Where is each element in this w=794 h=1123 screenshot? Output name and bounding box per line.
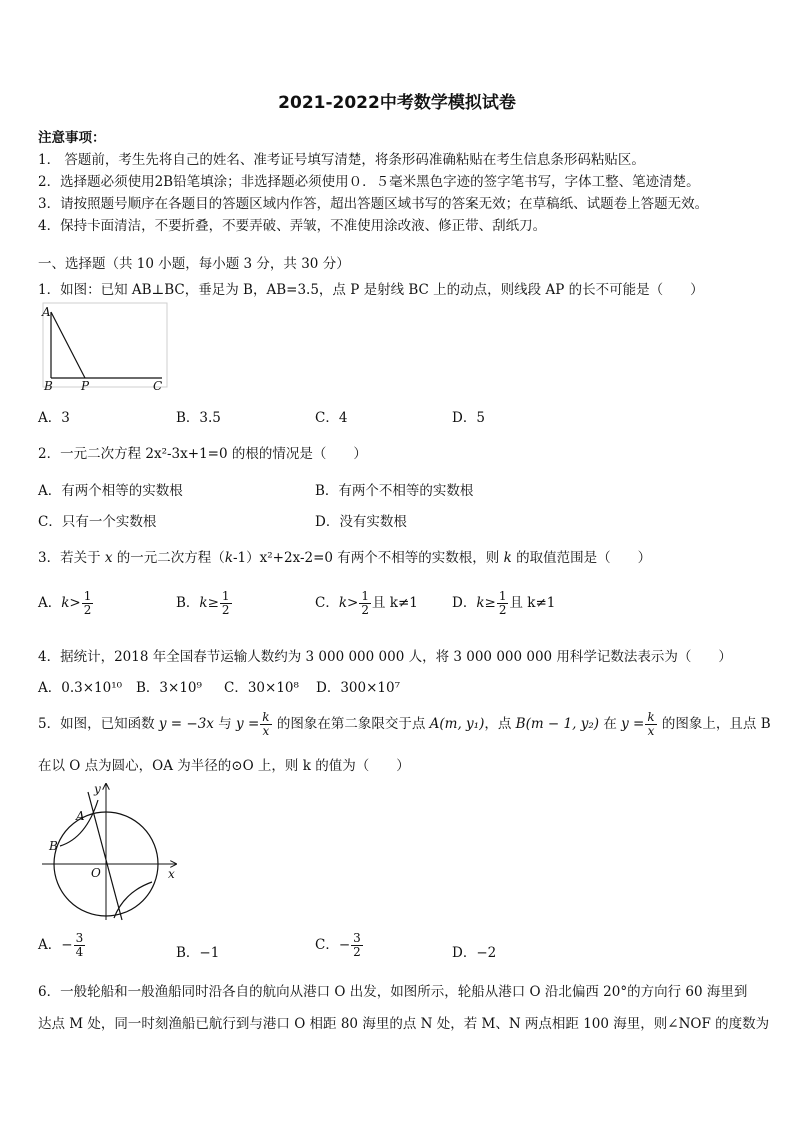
figure-frame bbox=[43, 303, 167, 387]
q1-option-b[interactable]: B．3.5 bbox=[176, 410, 221, 426]
q5-formula-fraction bbox=[645, 711, 656, 738]
fraction-denominator: 2 bbox=[83, 603, 92, 617]
fraction-numerator: 1 bbox=[221, 589, 230, 603]
q3-option-a[interactable] bbox=[38, 590, 94, 617]
option-relation: k≥ bbox=[199, 595, 219, 611]
q5-point-a: A(m, y₁) bbox=[429, 716, 485, 732]
q2-option-c[interactable]: C．只有一个实数根 bbox=[38, 514, 157, 530]
q6-stem-line1: 6．一般轮船和一般渔船同时沿各自的航向从港口 O 出发，如图所示，轮船从港口 O 沿北偏西 20°的方向行 60 海里到 bbox=[38, 984, 748, 1000]
label-b: B bbox=[49, 839, 58, 853]
notice-item: 4．保持卡面清洁，不要折叠，不要弄破、弄皱，不准使用涂改液、修正带、刮纸刀。 bbox=[38, 218, 547, 234]
fraction-numerator: 1 bbox=[83, 589, 92, 603]
fraction-denominator: 2 bbox=[353, 945, 361, 959]
fraction-denominator: 2 bbox=[361, 603, 369, 617]
q5-stem-part: 在 bbox=[599, 716, 622, 732]
option-prefix: A． bbox=[38, 937, 62, 953]
option-value: −1 bbox=[199, 945, 220, 961]
fraction-denominator: x bbox=[262, 724, 270, 738]
q4-option-b[interactable]: B．3×10⁹ bbox=[136, 680, 202, 696]
q3-stem-part: -1）x²+2x-2=0 有两个不相等的实数根，则 bbox=[233, 550, 504, 566]
section-heading: 一、选择题（共 10 小题，每小题 3 分，共 30 分） bbox=[38, 256, 350, 272]
q3-var-k: k bbox=[503, 550, 512, 566]
option-fraction bbox=[74, 932, 86, 959]
fraction-numerator: 1 bbox=[361, 589, 369, 603]
q3-option-d[interactable] bbox=[452, 590, 555, 617]
q5-option-b[interactable] bbox=[176, 941, 219, 961]
q5-stem-line1 bbox=[38, 710, 771, 738]
q1-figure bbox=[38, 300, 172, 392]
q3-option-b[interactable] bbox=[176, 590, 233, 617]
q4-option-c[interactable]: C．30×10⁸ bbox=[224, 680, 299, 696]
label-b: B bbox=[44, 379, 53, 392]
q3-option-c[interactable] bbox=[315, 590, 418, 617]
q5-stem-line2: 在以 O 点为圆心，OA 为半径的⊙O 上，则 k 的值为（ ） bbox=[38, 758, 410, 774]
q3-var-k: k bbox=[224, 550, 233, 566]
q5-stem-part: 5．如图，已知函数 bbox=[38, 716, 159, 732]
option-prefix: B． bbox=[176, 945, 200, 961]
fraction-denominator: x bbox=[647, 724, 655, 738]
q3-var-x: x bbox=[104, 550, 113, 566]
notice-item: 1． 答题前，考生先将自己的姓名、准考证号填写清楚，将条形码准确粘贴在考生信息条形码粘贴区。 bbox=[38, 152, 645, 168]
option-relation: k> bbox=[338, 595, 359, 611]
option-fraction bbox=[359, 590, 371, 617]
q4-stem: 4．据统计，2018 年全国春节运输人数约为 3 000 000 000 人，将 3 000 000 000 用科学记数法表示为（ ） bbox=[38, 649, 732, 665]
option-prefix: B． bbox=[176, 595, 200, 611]
option-fraction bbox=[82, 590, 94, 617]
q1-option-c[interactable]: C．4 bbox=[315, 410, 348, 426]
q5-stem-part: ，点 bbox=[484, 716, 516, 732]
q3-stem-part: 的一元二次方程（ bbox=[112, 550, 225, 566]
q5-formula-lhs: y = bbox=[236, 716, 260, 732]
label-y: y bbox=[94, 782, 101, 796]
label-o: O bbox=[91, 866, 101, 880]
option-suffix: 且 k≠1 bbox=[509, 595, 556, 611]
q6-stem-line2: 达点 M 处，同一时刻渔船已航行到与港口 O 相距 80 海里的点 N 处，若 M、N 两点相距 100 海里，则∠NOF 的度数为 bbox=[38, 1016, 770, 1032]
q5-stem-part: 的图象在第二象限交于点 bbox=[272, 716, 430, 732]
fraction-numerator: k bbox=[647, 710, 655, 724]
q3-stem bbox=[38, 546, 651, 566]
option-suffix: 且 k≠1 bbox=[371, 595, 418, 611]
q2-stem: 2．一元二次方程 2x²-3x+1=0 的根的情况是（ ） bbox=[38, 446, 367, 462]
label-a: A bbox=[76, 809, 85, 823]
option-prefix: C． bbox=[315, 595, 339, 611]
q1-stem: 1．如图：已知 AB⊥BC，垂足为 B，AB=3.5，点 P 是射线 BC 上的动点，则线段 AP 的长不可能是（ ） bbox=[38, 282, 704, 298]
q1-option-d[interactable]: D．5 bbox=[452, 410, 485, 426]
option-fraction bbox=[351, 932, 363, 959]
fraction-denominator: 2 bbox=[498, 603, 507, 617]
fraction-denominator: 4 bbox=[75, 945, 84, 959]
label-x: x bbox=[168, 867, 175, 881]
option-relation: k≥ bbox=[476, 595, 496, 611]
q5-formula-line: y = −3x bbox=[158, 716, 214, 732]
page-title: 2021-2022中考数学模拟试卷 bbox=[278, 93, 516, 113]
q5-option-c[interactable] bbox=[315, 932, 364, 959]
notice-heading: 注意事项： bbox=[38, 130, 106, 146]
label-a: A bbox=[42, 305, 51, 319]
q4-option-d[interactable]: D．300×10⁷ bbox=[316, 680, 400, 696]
q1-option-a[interactable]: A．3 bbox=[38, 410, 70, 426]
option-relation: k> bbox=[61, 595, 81, 611]
line-y-neg3x bbox=[88, 792, 122, 920]
q2-option-b[interactable]: B．有两个不相等的实数根 bbox=[315, 483, 474, 499]
option-fraction bbox=[497, 590, 509, 617]
notice-item: 3．请按照题号顺序在各题目的答题区域内作答，超出答题区域书写的答案无效；在草稿纸、试题卷上答题无效。 bbox=[38, 196, 709, 212]
q4-option-a[interactable]: A．0.3×10¹⁰ bbox=[38, 680, 123, 696]
option-prefix: D． bbox=[452, 595, 477, 611]
fraction-numerator: 3 bbox=[353, 931, 361, 945]
label-c: C bbox=[153, 379, 163, 392]
option-prefix: A． bbox=[38, 595, 62, 611]
q3-stem-part: 的取值范围是（ ） bbox=[511, 550, 652, 566]
q5-point-b: B(m − 1, y₂) bbox=[515, 716, 600, 732]
option-prefix: D． bbox=[452, 945, 477, 961]
fraction-numerator: 1 bbox=[498, 589, 507, 603]
q5-stem-part: 的图象上，且点 B bbox=[657, 716, 771, 732]
fraction-denominator: 2 bbox=[221, 603, 230, 617]
q3-stem-part: 3．若关于 bbox=[38, 550, 105, 566]
q5-figure bbox=[38, 780, 188, 926]
notice-item: 2．选择题必须使用2B铅笔填涂；非选择题必须使用０．５毫米黑色字迹的签字笔书写，字体工整、笔迹清楚。 bbox=[38, 174, 700, 190]
q2-option-d[interactable]: D．没有实数根 bbox=[315, 514, 407, 530]
q5-formula-lhs: y = bbox=[621, 716, 645, 732]
segment-ap bbox=[51, 312, 85, 378]
q5-option-a[interactable] bbox=[38, 932, 86, 959]
option-value: −2 bbox=[476, 945, 497, 961]
q5-formula-fraction bbox=[260, 711, 271, 738]
fraction-numerator: 3 bbox=[75, 931, 84, 945]
fraction-numerator: k bbox=[262, 710, 270, 724]
option-sign: − bbox=[61, 937, 73, 953]
q5-option-d[interactable] bbox=[452, 941, 496, 961]
option-fraction bbox=[220, 590, 232, 617]
option-sign: − bbox=[338, 937, 351, 953]
label-p: P bbox=[81, 379, 90, 392]
option-prefix: C． bbox=[315, 937, 339, 953]
q5-stem-part: 与 bbox=[213, 716, 237, 732]
q2-option-a[interactable]: A．有两个相等的实数根 bbox=[38, 483, 183, 499]
